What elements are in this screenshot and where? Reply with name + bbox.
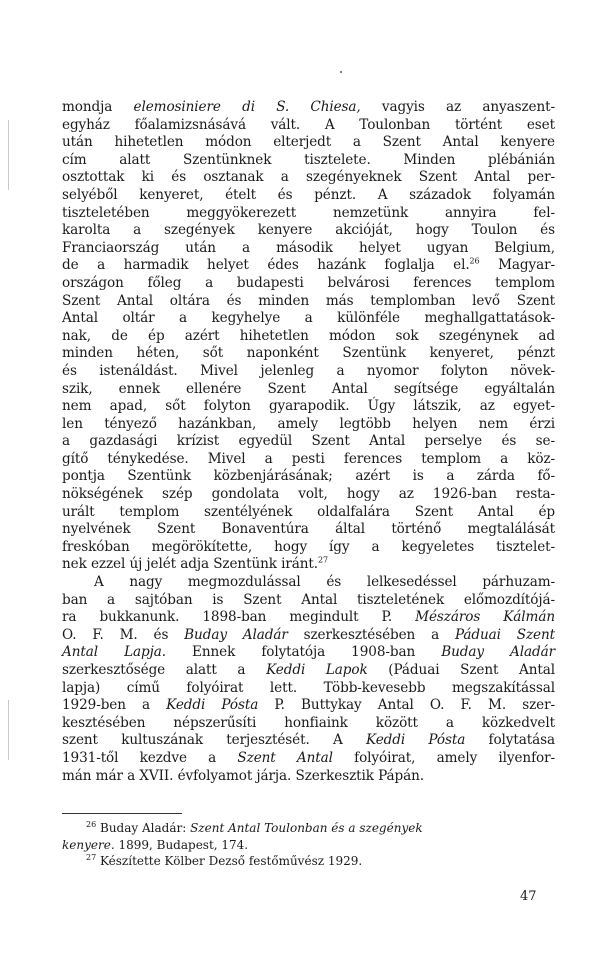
text-run: ban a sajtóban is Szent Antal tiszteletének előmozdítójá- (62, 591, 555, 608)
italic-run: Buday Aladár (184, 626, 288, 643)
text-line (62, 539, 555, 557)
italic-run: Buday Aladár (441, 644, 556, 661)
text-line (62, 451, 555, 469)
text-line (62, 99, 555, 117)
footnote-line (62, 837, 555, 854)
text-run: gítő ténykedése. Mivel a pesti ferences templom a köz- (62, 450, 555, 467)
footnote-ref: 27 (318, 555, 328, 565)
text-line (62, 574, 555, 592)
footnote-line (62, 820, 555, 837)
text-run: P. Buttykay Antal O. F. M. szer- (258, 697, 555, 714)
text-run: selyéből kenyeret, ételt és pénzt. A századok folyamán (62, 186, 555, 203)
margin-shadow (8, 700, 9, 760)
text-run: folyóirat, amely ilyenfor- (332, 749, 555, 766)
text-line (62, 293, 555, 311)
text-run: nak, de ép azért hihetetlen módon sok szegénynek ad (62, 327, 555, 344)
page-number: 47 (520, 889, 537, 904)
footnote-mark: 27 (86, 853, 97, 862)
text-line (62, 257, 555, 275)
text-line (62, 732, 555, 750)
text-line (62, 169, 555, 187)
text-line (62, 750, 555, 768)
text-run: 1929-ben a (62, 697, 167, 714)
italic-run: Szent Antal Toulonban és a szegények (190, 821, 423, 835)
italic-run: Mészáros Kálmán (415, 609, 556, 626)
footnote-mark: 26 (86, 820, 97, 829)
text-line (62, 398, 555, 416)
footnote-separator (62, 813, 182, 814)
text-run: Franciaország után a második helyet ugyan Belgium, (62, 239, 555, 256)
text-run: (Páduai Szent Antal (367, 662, 556, 678)
text-run: ra bukkanunk. 1898-ban megindult P. (62, 609, 416, 626)
text-line (62, 134, 555, 152)
text-line (62, 433, 555, 451)
italic-run: elemosiniere di S. Chiesa, (133, 99, 361, 115)
italic-run: Keddi Lapok (266, 662, 368, 678)
text-run: Készítette Kölber Dezső festőművész 1929. (96, 854, 363, 868)
text-run: nyelvének Szent Bonaventúra által történő megtalálását (62, 521, 555, 538)
text-run: O. F. M. és (62, 626, 185, 643)
text-run: nökségének szép gondolata volt, hogy az 1926-ban resta- (62, 486, 555, 503)
margin-shadow (8, 120, 9, 190)
text-line (62, 117, 555, 135)
text-run: országon főleg a budapesti belvárosi ferences templom (62, 274, 555, 291)
text-line (62, 697, 555, 715)
text-line (62, 416, 555, 434)
footnote-ref: 26 (469, 256, 480, 266)
text-line (62, 715, 555, 733)
text-run: tiszteletében meggyökerezett nemzetünk annyira fel- (62, 204, 555, 221)
text-run: Antal oltár a kegyhelye a különféle meghallgattatások- (62, 310, 555, 327)
text-run: Ennek folytatója 1908-ban (165, 644, 442, 661)
text-run: len tényező hazánkban, amely legtöbb helyen nem érzi (62, 415, 555, 432)
text-run: cím alatt Szentünknek tisztelete. Minden plébánián (62, 151, 555, 168)
text-line (62, 240, 555, 258)
text-run: de a harmadik helyet édes hazánk foglalja el. (62, 257, 470, 274)
text-line (62, 328, 555, 346)
text-line (62, 345, 555, 363)
italic-run: Keddi Pósta (366, 732, 466, 749)
body-text (62, 99, 555, 785)
italic-run: Keddi Pósta (166, 697, 259, 714)
text-line (62, 187, 555, 205)
text-line (62, 310, 555, 328)
text-run: osztottak ki és osztanak a szegényeknek Szent Antal per- (62, 169, 555, 186)
text-line (62, 363, 555, 381)
text-run: urált templom szentélyének oldalfalára Szent Antal ép (62, 503, 555, 520)
footnotes (62, 820, 555, 870)
text-run: Buday Aladár: (96, 821, 191, 835)
text-line (62, 275, 555, 293)
text-run: nem apad, sőt folyton gyarapodik. Úgy látszik, az egyet- (62, 398, 555, 415)
text-line (62, 556, 555, 574)
text-run: pontja Szentünk közbenjárásának; azért is a zárda fő- (62, 468, 555, 485)
text-run: és istenáldást. Mivel jelenleg a nyomor folyton növek- (62, 362, 555, 379)
text-run: szerkesztésében a (287, 626, 455, 643)
text-run: szent kultuszának terjesztését. A (62, 732, 367, 749)
text-line (62, 662, 555, 680)
text-run: után hihetetlen módon elterjedt a Szent Antal kenyere (62, 134, 555, 151)
text-run: mán már a XVII. évfolyamot járja. Szerkesztik Pápán. (62, 767, 425, 784)
text-line (62, 205, 555, 223)
text-line (62, 680, 555, 698)
footnote-line (62, 853, 555, 870)
text-run: minden héten, sőt naponként Szentünk kenyeret, pénzt (62, 345, 555, 362)
text-run: nek ezzel új jelét adja Szentünk iránt. (62, 556, 319, 573)
text-run: Szent Antal oltára és minden más templomban levő Szent (62, 292, 555, 309)
text-line (62, 627, 555, 645)
text-run: mondja (62, 99, 134, 115)
text-run: lapja) című folyóirat lett. Több-kevesebb megszakítással (62, 679, 555, 696)
text-line (62, 222, 555, 240)
italic-run: Antal Lapja. (62, 644, 166, 661)
text-line (62, 504, 555, 522)
text-run: folytatása (465, 732, 556, 749)
text-run: 1931-től kezdve a (62, 749, 238, 766)
text-line (62, 768, 555, 786)
text-line (62, 152, 555, 170)
text-line (62, 644, 555, 662)
text-line (62, 592, 555, 610)
text-run: A nagy megmozdulással és lelkesedéssel párhuzam- (94, 574, 555, 591)
text-line (62, 609, 555, 627)
text-run: freskóban megörökítette, hogy így a kegyeletes tisztelet- (62, 538, 555, 555)
text-run: Magyar- (479, 257, 555, 274)
text-run: egyház főalamizsnásává vált. A Toulonban történt eset (62, 116, 555, 133)
text-run: a gazdasági krízist egyedül Szent Antal perselye és se- (62, 433, 555, 450)
text-line (62, 381, 555, 399)
speck-mark (340, 71, 342, 73)
text-run: szerkesztősége alatt a (62, 662, 267, 678)
text-run: szik, ennek ellenére Szent Antal segítsége egyáltalán (62, 380, 555, 397)
text-line (62, 468, 555, 486)
text-line (62, 486, 555, 504)
text-run: vagyis az anyaszent- (360, 99, 555, 115)
italic-run: Szent Antal (237, 749, 333, 766)
text-run: 1899, Budapest, 174. (114, 837, 249, 852)
text-run: karolta a szegények kenyere akcióját, hogy Toulon és (62, 222, 555, 239)
italic-run: Páduai Szent (454, 626, 555, 643)
italic-run: kenyere. (62, 837, 115, 852)
text-line (62, 521, 555, 539)
text-run: kesztésében népszerűsíti honfiaink között a közkedvelt (62, 714, 555, 731)
